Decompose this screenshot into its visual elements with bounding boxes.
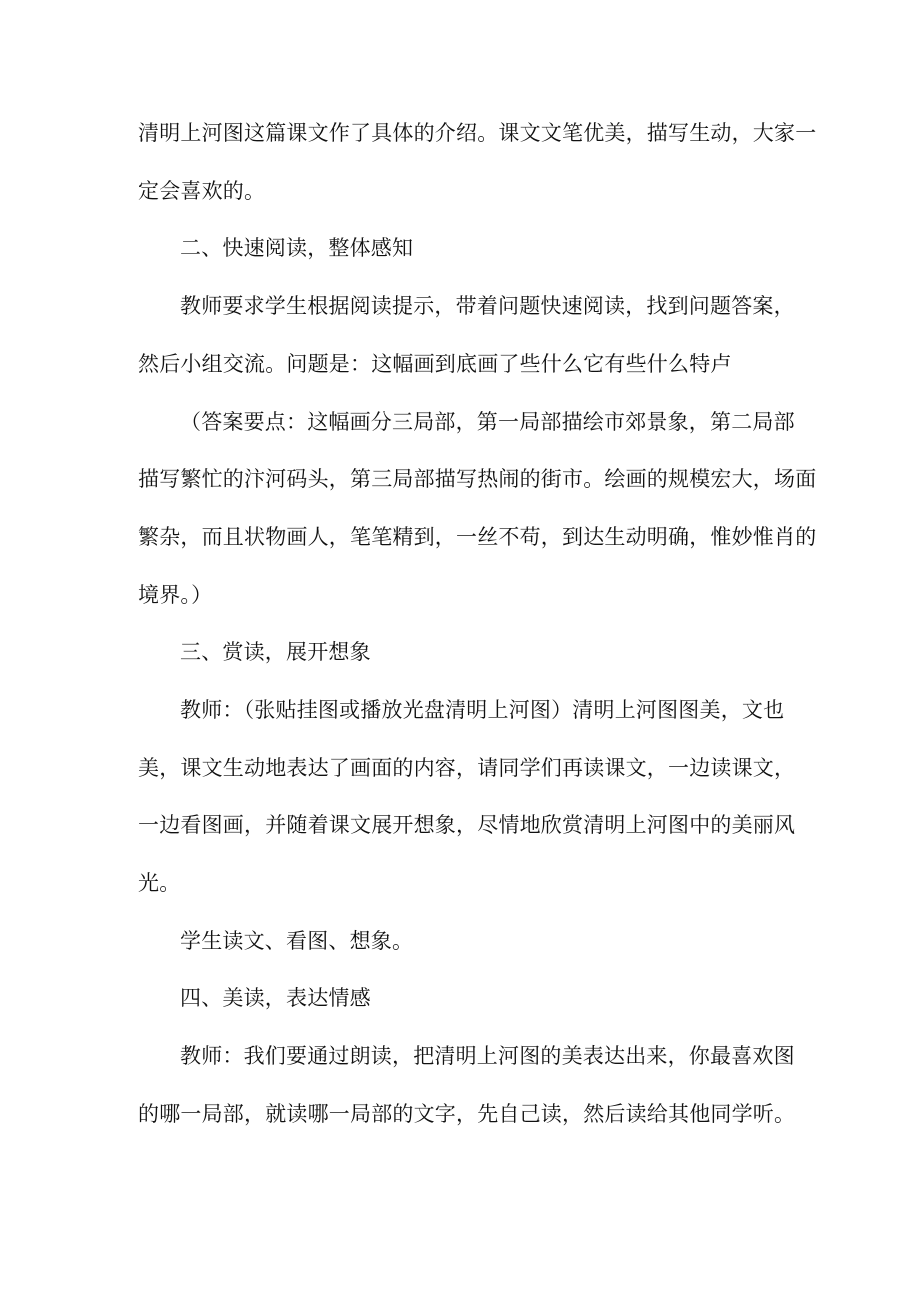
text-line: 教师：（张贴挂图或播放光盘清明上河图）清明上河图图美，文也: [180, 698, 785, 722]
text-line: 描写繁忙的汴河码头，第三局部描写热闹的街市。绘画的规模宏大，场面: [138, 467, 817, 491]
text-line: 教师：我们要通过朗读，把清明上河图的美表达出来，你最喜欢图: [180, 1044, 795, 1068]
section-heading: 三、赏读，展开想象: [180, 640, 371, 664]
section-heading: 四、美读，表达情感: [180, 986, 371, 1010]
section-heading: 二、快速阅读，整体感知: [180, 236, 414, 260]
text-line: 境界。）: [138, 583, 213, 607]
text-line: 定会喜欢的。: [138, 179, 266, 203]
text-line: 一边看图画，并随着课文展开想象，尽情地欣赏清明上河图中的美丽风: [138, 813, 796, 837]
text-line: （答案要点：这幅画分三局部，第一局部描绘市郊景象，第二局部: [180, 410, 795, 434]
text-line: 的哪一局部，就读哪一局部的文字，先自己读，然后读给其他同学听。: [138, 1102, 796, 1126]
text-line: 光。: [138, 871, 181, 895]
text-line: 然后小组交流。问题是：这幅画到底画了些什么它有些什么特卢: [138, 352, 732, 376]
text-line: 繁杂，而且状物画人，笔笔精到，一丝不苟，到达生动明确，惟妙惟肖的: [138, 525, 817, 549]
text-line: 教师要求学生根据阅读提示，带着问题快速阅读，找到问题答案，: [180, 294, 795, 318]
text-line: 美，课文生动地表达了画面的内容，请同学们再读课文，一边读课文，: [138, 756, 796, 780]
text-line: 清明上河图这篇课文作了具体的介绍。课文文笔优美，描写生动，大家一: [138, 121, 817, 145]
text-line: 学生读文、看图、想象。: [180, 929, 414, 953]
